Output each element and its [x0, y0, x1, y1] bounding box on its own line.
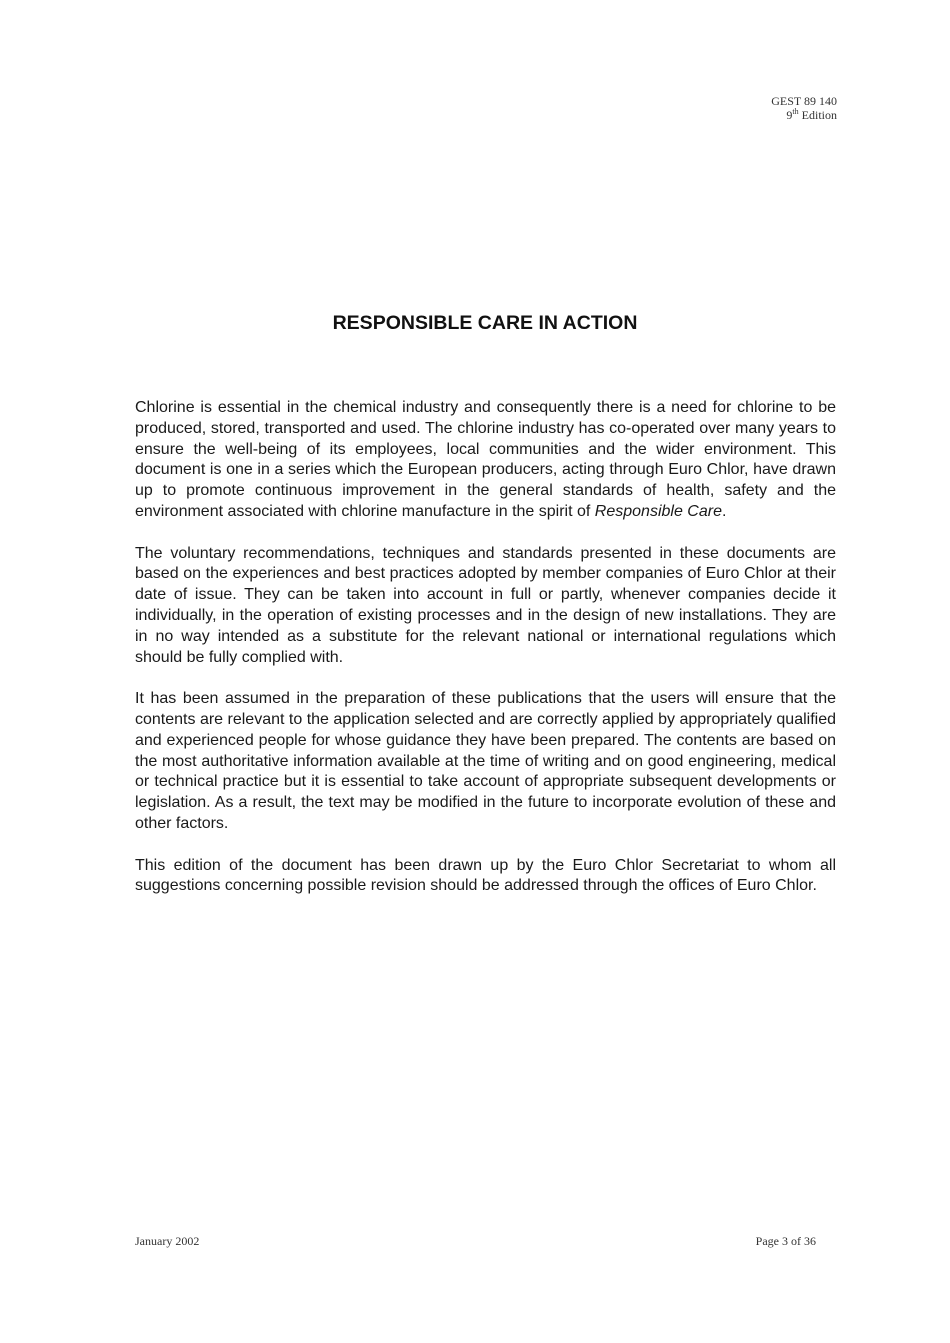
edition-number: 9: [786, 108, 793, 122]
paragraph-intro-end: .: [721, 502, 727, 520]
paragraph-edition: This edition of the document has been drawn up by the Euro Chlor Secretariat to whom all suggestions concerning possible revision should be addressed through the offices of Euro Chlor.: [135, 856, 836, 895]
paragraph-intro-text: Chlorine is essential in the chemical industry and consequently there is a need for chlorine to be produced, stored, transported and used. The chlorine industry has co-operated over many years to ensure the well-being of its employees, local communities and the wider environment. This document is one in a series which the European producers, acting through Euro Chlor, have drawn up to promote continuous improvement in the general standards of health, safety and the environment associated with chlorine manufacture in the spirit of: [135, 399, 836, 520]
edition-word: Edition: [801, 108, 837, 122]
document-header: [771, 94, 837, 122]
paragraph-recommendations: The voluntary recommendations, techniques and standards presented in these documents are based on the experiences and best practices adopted by member companies of Euro Chlor at their date of issue. They can be taken into account in full or partly, whenever companies decide it individually, in the operation of existing processes and in the design of new installations. They are in no way intended as a substitute for the relevant national or international regulations which should be fully complied with.: [135, 544, 836, 666]
document-reference: GEST 89 140: [771, 94, 837, 108]
edition-suffix: th: [792, 107, 799, 116]
paragraph-assumptions: It has been assumed in the preparation of these publications that the users will ensure that the contents are relevant to the application selected and are correctly applied by appropriately qualified and experienced people for whose guidance they have been prepared. The contents are based on the most authoritative information available at the time of writing and on good engineering, medical or technical practice but it is essential to take account of appropriate subsequent developments or legislation. As a result, the text may be modified in the future to incorporate evolution of these and other factors.: [135, 690, 836, 832]
paragraph-intro: [135, 398, 836, 523]
footer-date: January 2002: [135, 1234, 200, 1248]
body-text: [135, 398, 836, 918]
page-title: RESPONSIBLE CARE IN ACTION: [332, 312, 638, 334]
footer-page-number: Page 3 of 36: [755, 1234, 816, 1248]
responsible-care-italic: Responsible Care: [594, 502, 722, 520]
edition-label: [771, 108, 837, 122]
